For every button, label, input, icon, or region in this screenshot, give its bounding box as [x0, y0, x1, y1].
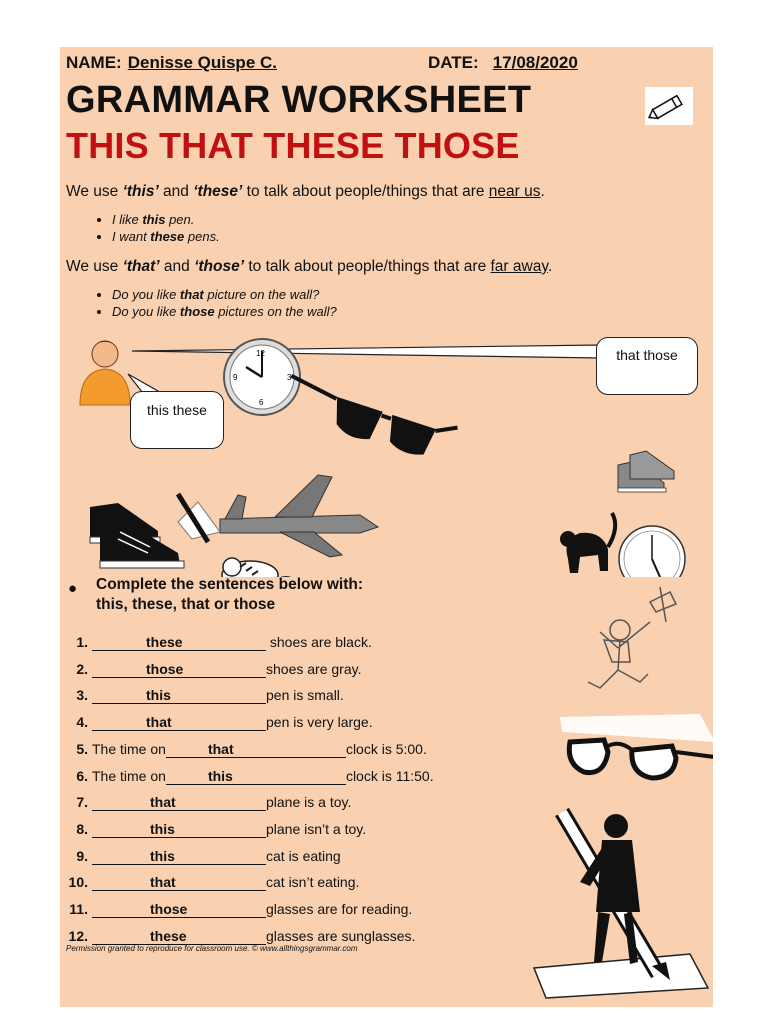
answer-blank[interactable]: that	[92, 795, 266, 811]
example-text: Do you like	[112, 287, 180, 302]
question-text: shoes are black.	[266, 634, 372, 650]
instruction-line: this, these, that or those	[96, 596, 276, 613]
rule-far-text: We use	[66, 258, 123, 275]
bubble-far: that those	[596, 337, 698, 395]
bubble-near: this these	[130, 391, 224, 449]
question-prefix: The time on	[92, 767, 166, 784]
rule-far-emphasis: far away	[490, 258, 548, 275]
question-text: clock is 5:00.	[345, 740, 427, 757]
example-bold: those	[179, 304, 215, 319]
answer-blank[interactable]: these	[92, 635, 266, 651]
question-number: 9.	[76, 847, 88, 864]
example-item	[112, 212, 220, 227]
question-row	[60, 766, 434, 786]
example-text: pictures on the wall?	[214, 304, 337, 319]
answer-blank[interactable]: this	[166, 769, 346, 785]
question-text: pen is very large.	[266, 714, 373, 731]
bullet-icon: ●	[68, 580, 78, 597]
reading-glasses-icon	[560, 714, 713, 782]
examples-far	[60, 287, 337, 321]
question-number: 1.	[76, 634, 88, 650]
rule-near-text: .	[540, 183, 545, 200]
rule-near-word-2: ‘these’	[193, 183, 243, 200]
instruction-line: Complete the sentences below with:	[96, 576, 363, 593]
examples-near	[60, 212, 220, 246]
clock-icon	[619, 526, 685, 577]
instruction	[96, 575, 363, 615]
question-row	[60, 846, 341, 866]
example-text: Do you like	[112, 304, 180, 319]
pencil-icon	[645, 87, 693, 125]
example-text: I want	[112, 229, 151, 244]
rule-near-word-1: ‘this’	[122, 183, 159, 200]
page-title: GRAMMAR WORKSHEET	[66, 79, 532, 121]
date-value: 17/08/2020	[492, 53, 578, 72]
question-row	[60, 926, 415, 946]
clock-icon	[224, 339, 300, 415]
cat-icon	[560, 513, 615, 573]
question-number: 2.	[76, 660, 88, 677]
question-text: plane is a toy.	[266, 794, 352, 811]
answer-blank[interactable]: this	[92, 688, 266, 704]
example-item	[112, 287, 337, 302]
example-bold: these	[150, 229, 185, 244]
question-text: pen is small.	[266, 687, 344, 704]
example-text: pen.	[165, 212, 195, 227]
name-label: NAME:	[66, 53, 122, 72]
question-number: 4.	[76, 714, 88, 731]
example-text: pens.	[184, 229, 220, 244]
question-number: 3.	[76, 687, 88, 704]
answer-blank[interactable]: this	[92, 849, 266, 865]
question-row	[60, 819, 366, 839]
rule-near	[66, 183, 545, 201]
question-text: cat is eating	[266, 847, 341, 864]
rule-far	[66, 258, 552, 276]
example-item	[112, 229, 220, 244]
question-number: 8.	[76, 820, 88, 837]
example-bold: that	[179, 287, 204, 302]
question-number: 12.	[68, 927, 88, 944]
rule-far-text: and	[159, 258, 195, 275]
svg-text:9: 9	[233, 373, 238, 382]
svg-text:12: 12	[256, 349, 265, 358]
question-row	[60, 632, 372, 652]
question-number: 6.	[76, 767, 88, 784]
page-subtitle: THIS THAT THESE THOSE	[66, 125, 520, 166]
question-row	[60, 739, 427, 759]
pen-icon	[178, 494, 220, 542]
right-illustrations	[500, 582, 713, 1007]
rule-far-text: to talk about people/things that are	[244, 258, 491, 275]
answer-blank[interactable]: those	[92, 662, 266, 678]
svg-text:3: 3	[287, 373, 292, 382]
name-value: Denisse Quispe C.	[127, 53, 277, 72]
question-number: 5.	[76, 740, 88, 757]
question-number: 11.	[69, 901, 88, 917]
rule-near-text: We use	[66, 183, 123, 200]
question-row	[60, 899, 412, 919]
sneakers-icon	[90, 503, 184, 568]
rule-far-text: .	[547, 258, 553, 275]
example-text: picture on the wall?	[203, 287, 320, 302]
question-text: shoes are gray.	[266, 660, 362, 677]
question-text: glasses are for reading.	[266, 901, 413, 917]
person-icon	[588, 620, 650, 688]
question-row	[60, 712, 373, 732]
question-row	[60, 685, 344, 705]
rule-near-text: and	[158, 183, 194, 200]
rule-near-emphasis: near us	[488, 183, 541, 200]
rule-far-word-2: ‘those’	[194, 258, 245, 275]
worksheet-page	[60, 47, 713, 1007]
jet-plane-icon	[220, 475, 378, 557]
question-row	[60, 792, 351, 812]
question-row	[60, 872, 359, 892]
paper-icon	[534, 954, 708, 998]
answer-blank[interactable]: that	[92, 875, 266, 891]
question-number: 10.	[68, 874, 88, 891]
svg-text:6: 6	[259, 398, 264, 407]
date-line	[428, 53, 691, 73]
answer-blank[interactable]: that	[92, 715, 266, 731]
woman-with-pen-icon	[562, 812, 670, 980]
rule-far-word-1: ‘that’	[122, 258, 160, 275]
answer-blank[interactable]: those	[92, 902, 266, 918]
answer-blank[interactable]: that	[166, 742, 346, 758]
person-icon	[80, 341, 130, 405]
question-text: plane isn’t a toy.	[266, 820, 367, 837]
sunglasses-icon	[279, 374, 457, 467]
copyright-credit: Permission granted to reproduce for classroom use. © www.allthingsgrammar.com	[66, 944, 358, 953]
question-text: clock is 11:50.	[345, 767, 434, 784]
question-row	[60, 659, 361, 679]
toy-plane-icon	[650, 587, 676, 622]
name-line	[66, 53, 340, 73]
question-number: 7.	[76, 794, 88, 811]
example-text: I like	[112, 212, 143, 227]
question-prefix: The time on	[92, 740, 166, 757]
date-label: DATE:	[428, 53, 479, 72]
rule-near-text: to talk about people/things that are	[242, 183, 489, 200]
question-text: cat isn’t eating.	[266, 874, 360, 891]
answer-blank[interactable]: these	[92, 929, 266, 945]
sneakers-icon	[618, 451, 674, 492]
example-bold: this	[142, 212, 166, 227]
example-item	[112, 304, 337, 319]
answer-blank[interactable]: this	[92, 822, 266, 838]
question-text: glasses are sunglasses.	[266, 927, 416, 944]
